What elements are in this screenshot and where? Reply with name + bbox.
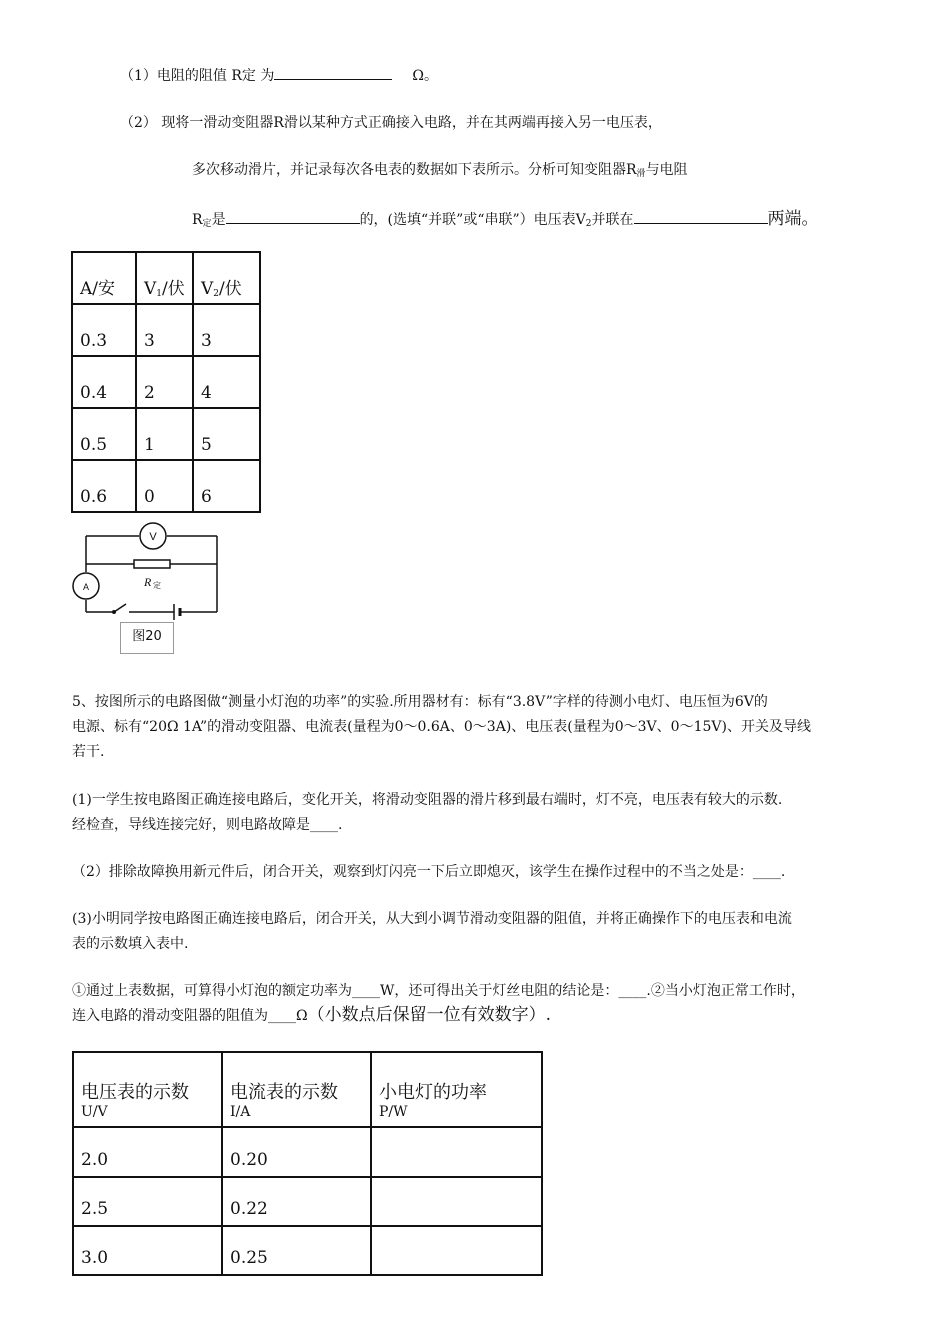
q2-line3-c: 并联在 [591,212,634,228]
q2-blank-connection[interactable] [226,208,360,224]
q2-line1: （2） 现将一滑动变阻器R滑以某种方式正确接入电路，并在其两端再接入另一电压表， [120,115,662,131]
q2-line3-b: 的，(选填“并联”或“串联”）电压表V [359,212,586,228]
q5-part3-line1: (3)小明同学按电路图正确连接电路后，闭合开关，从大到小调节滑动变阻器的阻值，并将正确操作下的电压表和电流 [72,911,792,927]
table-cell: 0.4 [72,356,136,408]
table-cell: 5 [193,408,260,460]
q2-line3-d: 两端。 [767,209,819,229]
figure-caption: 图20 [120,622,174,654]
table-cell: 2.0 [73,1127,222,1177]
table-header-row [72,252,260,304]
q5-part4-line2-a: 连入电路的滑动变阻器的阻值为____Ω [72,1008,308,1024]
table-cell: 6 [193,460,260,512]
q5-intro-line1: 5、按图所示的电路图做“测量小灯泡的功率”的实验.所用器材有：标有“3.8V”字样的待测小电灯、电压恒为6V的 [72,694,768,710]
circuit-diagram [66,514,236,624]
table-row [72,304,260,356]
data-table-1 [71,251,261,513]
header-cell: 电压表的示数 U/V [73,1052,222,1127]
q5-part4-line2 [72,1005,551,1026]
q5-part4-line2-b: （小数点后保留一位有效数字）. [307,1005,552,1025]
table-cell: 0 [136,460,193,512]
q2-line2-text: 多次移动滑片，并记录每次各电表的数据如下表所示。分析可知变阻器R [192,162,637,178]
q2-line2-sub: 滑 [636,169,646,179]
q5-part2: （2）排除故障换用新元件后，闭合开关，观察到灯闪亮一下后立即熄灭，该学生在操作过程中的不当之处是：____. [72,864,786,880]
header-cell: 电流表的示数 I/A [222,1052,371,1127]
q5-intro-line2: 电源、标有“20Ω 1A”的滑动变阻器、电流表(量程为0～0.6A、0～3A)、电压表(量程为0～3V、0～15V)、开关及导线 [72,719,811,735]
header-cell: $V_2/$伏 [193,252,260,304]
table-row [72,356,260,408]
q2-line3 [192,208,819,234]
q5-part1-line1: (1)一学生按电路图正确连接电路后，变化开关，将滑动变阻器的滑片移到最右端时，灯不亮，电压表有较大的示数. [72,792,783,808]
resistor-label: R [144,575,152,589]
q2-line3-sub1: 定 [202,219,212,229]
table-cell: 2 [136,356,193,408]
q1-answer-blank[interactable] [274,64,392,80]
q1-line [120,64,438,86]
q1-prefix: （1）电阻的阻值 R定 为 [120,68,275,84]
table-cell: 2.5 [73,1177,222,1226]
q5-part3-line2: 表的示数填入表中. [72,936,189,952]
q2-line2 [192,160,688,184]
q2-blank-across[interactable] [634,208,768,224]
q5-part4-line1: ①通过上表数据，可算得小灯泡的额定功率为____W，还可得出关于灯丝电阻的结论是：____.②当小灯泡正常工作时， [72,983,805,999]
table-row [73,1177,542,1226]
header-cell: $V_1/$伏 [136,252,193,304]
table-row [72,408,260,460]
table-cell[interactable] [371,1226,542,1275]
table-cell: 0.25 [222,1226,371,1275]
q1-suffix: Ω。 [412,68,438,84]
header-cell: 小电灯的功率 P/W [371,1052,542,1127]
table-cell: 0.6 [72,460,136,512]
table-cell: 0.3 [72,304,136,356]
table-cell: 3 [136,304,193,356]
table-cell[interactable] [371,1177,542,1226]
table-cell: 0.22 [222,1177,371,1226]
table-cell: 4 [193,356,260,408]
table-cell: 0.5 [72,408,136,460]
q2-line3-r: R [192,212,203,228]
voltmeter-label: V [149,531,157,543]
q2-line2-tail: 与电阻 [645,162,688,178]
table-row [72,460,260,512]
table-cell: 3.0 [73,1226,222,1275]
q5-part1-line2: 经检查，导线连接完好，则电路故障是____. [72,817,343,833]
table-cell: 1 [136,408,193,460]
data-table-2 [72,1051,543,1276]
table-header-row [73,1052,542,1127]
resistor-label-sub: 定 [153,581,161,590]
table-row [73,1226,542,1275]
table-cell: 3 [193,304,260,356]
table-cell[interactable] [371,1127,542,1177]
q2-line3-a: 是 [211,212,226,228]
q2-line3-sub2: 2 [585,219,592,229]
table-cell: 0.20 [222,1127,371,1177]
table-row [73,1127,542,1177]
header-cell: A/安 [72,252,136,304]
ammeter-label: A [82,582,90,592]
q5-intro-line3: 若干. [72,744,105,760]
